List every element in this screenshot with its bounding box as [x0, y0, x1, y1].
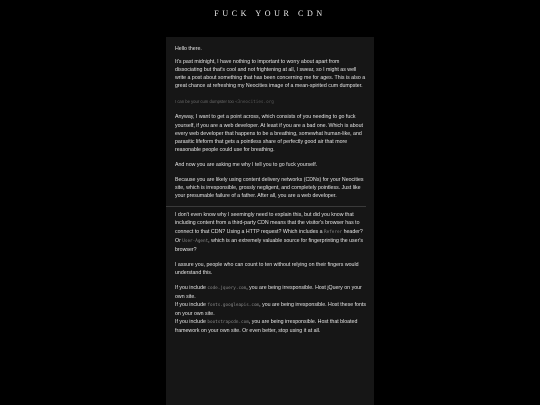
fonts-prefix: If you include — [175, 302, 208, 309]
caption-text: I can be your cum dumpster too — [175, 99, 234, 105]
assure-paragraph: I assure you, people who can count to ten without relying on their fingers would understand this. — [175, 261, 359, 276]
section-divider — [166, 206, 366, 207]
jquery-code: code.jquery.com — [207, 285, 247, 291]
greeting-paragraph: Hello there. — [175, 46, 202, 52]
because-paragraph: Because you are likely using content delivery networks (CDNs) for your Neocities site, which is irresponsible, grossly negligent, and completely pointless. Just like your presumable failure of a father. After all, you are a web developer. — [175, 177, 364, 200]
fonts-suffix: , you are being irresponsible. Host these fonts on your own site. — [175, 302, 366, 318]
fonts-line — [175, 301, 366, 318]
jquery-suffix: , you are being irresponsible. Host jQuery on your own site. — [175, 284, 362, 301]
jquery-line — [175, 284, 366, 301]
bootstrap-prefix: If you include — [175, 319, 208, 326]
bootstrap-code: bootstrapcdn.com — [207, 320, 249, 326]
referer-code: Referer — [324, 229, 343, 235]
useragent-code: User-Agent — [182, 238, 209, 244]
bootstrap-suffix: , you are being irresponsible. Host that bloated framework on your own site. Or even better, stop using it at all. — [175, 319, 358, 335]
explain-text-3: , which is an extremely valuable source for fingerprinting the user's browser? — [175, 237, 363, 253]
intro-paragraph: It's past midnight, I have nothing to important to worry about apart from dissociating but that's cool and not frightening at all, I swear, so I might as well write a post about something that has been concerning me for ages. This is also a great chance at refreshing my Neocities image of a mean-spirited cum dumpster. — [175, 59, 366, 90]
jquery-prefix: If you include — [175, 284, 208, 291]
article-column — [166, 37, 374, 405]
page-title: FUCK YOUR CDN — [214, 9, 326, 18]
fonts-code: fonts.googleapis.com — [207, 303, 260, 309]
why-paragraph: And now you are asking me why I tell you to go fuck yourself. — [175, 161, 318, 168]
bootstrap-line — [175, 318, 366, 335]
caption-code: <3neocities.org — [235, 100, 274, 106]
point-paragraph: Anyway, I want to get a point across, which consists of you needing to go fuck yourself, if you are a web developer. At least if you are a bad one. Which is about every web developer that happens to be a breathing, somewhat human-like, and parasitic lifeform that gets a pointless share of perfectly good air that more reasonable people could use for breathing. — [175, 114, 363, 153]
explain-text-1: I don't even know why I seemingly need to explain this, but did you know that including content from a third-party CDN means that the visitor's browser has to connect to that CDN? Using a HTTP request? Which includes a — [175, 212, 360, 235]
image-caption — [175, 98, 366, 106]
article-content — [166, 37, 366, 336]
explain-text-2: header? Or — [175, 228, 363, 244]
explain-paragraph — [175, 211, 366, 253]
